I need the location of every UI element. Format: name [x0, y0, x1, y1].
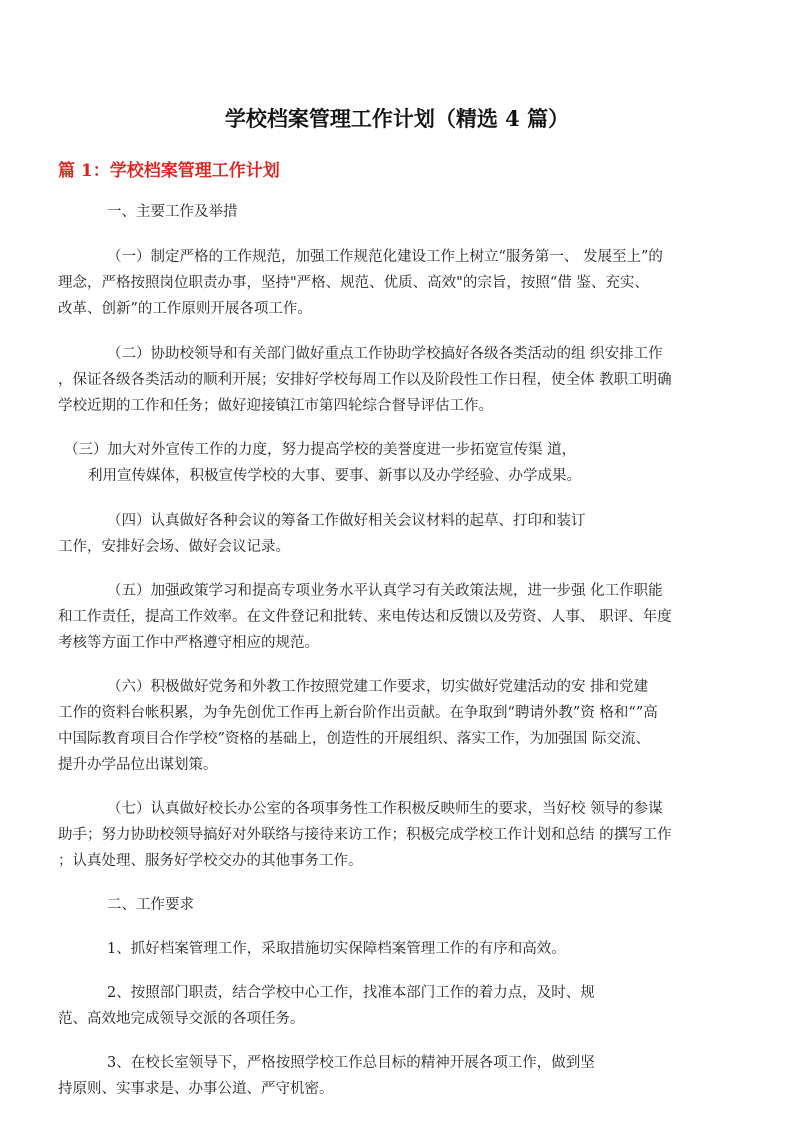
text-line: 二、工作要求 — [107, 897, 194, 913]
text-line: 1、抓好档案管理工作，采取措施切实保障档案管理工作的有序和高效。 — [107, 941, 566, 957]
text-line: 持原则、实事求是、办事公道、严守机密。 — [58, 1081, 334, 1097]
text-line: （三）加大对外宣传工作的力度，努力提高学校的美誉度进一步拓宽宣传渠 道， — [64, 442, 577, 458]
text-line: （二）协助校领导和有关部门做好重点工作协助学校搞好各级各类活动的组 织安排工作 — [107, 346, 663, 362]
text-line: 和工作责任，提高工作效率。在文件登记和批转、来电传达和反馈以及劳资、人事、 职评、年度 — [58, 609, 672, 625]
text-line: 理念，严格按照岗位职责办事，坚持"严格、规范、优质、高效"的宗旨，按照“借 鉴、充实、 — [58, 275, 649, 291]
text-line: （六）积极做好党务和外教工作按照党建工作要求，切实做好党建活动的安 排和党建 — [107, 679, 649, 695]
text-line: 学校近期的工作和任务；做好迎接镇江市第四轮综合督导评估工作。 — [58, 398, 493, 414]
text-line: 一、主要工作及举措 — [107, 204, 238, 220]
text-line: 中国际教育项目合作学校”资格的基础上，创造性的开展组织、落实工作，为加强国 际交流、 — [58, 731, 651, 747]
text-line: ；认真处理、服务好学校交办的其他事务工作。 — [58, 853, 363, 869]
text-line: 提升办学品位出谋划策。 — [58, 757, 218, 773]
text-line: ，保证各级各类活动的顺利开展；安排好学校每周工作以及阶段性工作日程，使全体 教职工明确 — [58, 372, 672, 388]
text-line: 工作，安排好会场、做好会议记录。 — [58, 539, 290, 555]
section-heading: 篇 1：学校档案管理工作计划 — [58, 161, 280, 181]
text-line: （五）加强政策学习和提高专项业务水平认真学习有关政策法规，进一步强 化工作职能 — [107, 583, 663, 599]
text-line: 考核等方面工作中严格遵守相应的规范。 — [58, 635, 319, 651]
document-title: 学校档案管理工作计划（精选 4 篇） — [224, 106, 570, 131]
text-line: （七）认真做好校长办公室的各项事务性工作积极反映师生的要求，当好校 领导的参谋 — [107, 801, 663, 817]
text-line: 工作的资料台帐积累，为争先创优工作再上新台阶作出贡献。在争取到“聘请外教”资 格和“”高 — [58, 705, 658, 721]
text-line: 助手；努力协助校领导搞好对外联络与接待来访工作；积极完成学校工作计划和总结 的撰写工作 — [58, 827, 672, 843]
text-line: 范、高效地完成领导交派的各项任务。 — [58, 1011, 305, 1027]
text-line: 利用宣传媒体，积极宣传学校的大事、要事、新事以及办学经验、办学成果。 — [88, 468, 581, 484]
text-line: 2、按照部门职责，结合学校中心工作，找准本部门工作的着力点，及时、规 — [107, 985, 595, 1001]
text-line: （四）认真做好各种会议的筹备工作做好相关会议材料的起草、打印和装订 — [107, 513, 586, 529]
text-line: 3、在校长室领导下，严格按照学校工作总目标的精神开展各项工作，做到坚 — [107, 1055, 595, 1071]
text-line: 改革、创新”的工作原则开展各项工作。 — [58, 301, 312, 317]
text-line: （一）制定严格的工作规范，加强工作规范化建设工作上树立“服务第一、 发展至上”的 — [107, 249, 663, 265]
